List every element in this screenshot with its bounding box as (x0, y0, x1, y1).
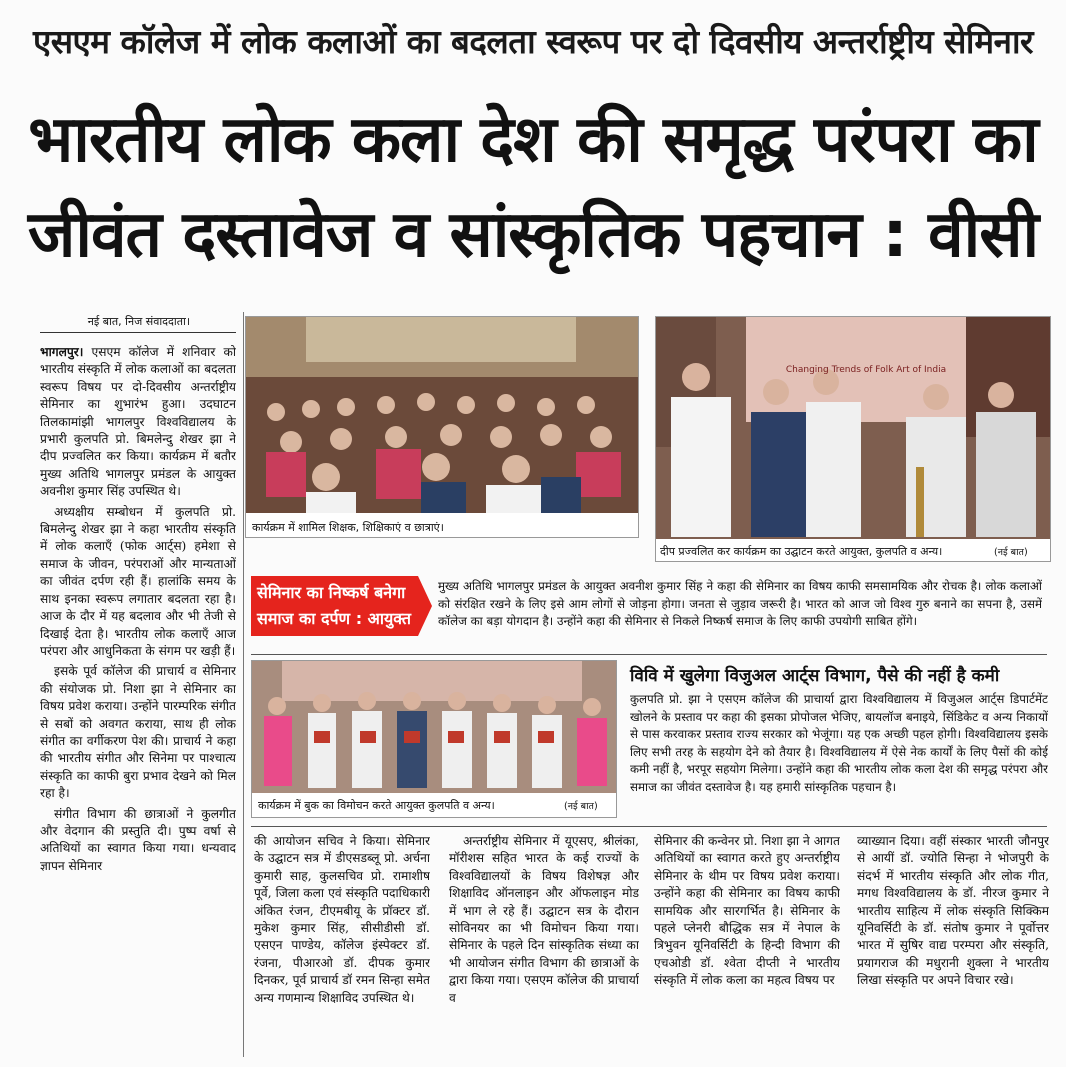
stage-banner-text: Changing Trends of Folk Art of India (785, 365, 947, 375)
photo2-caption: दीप प्रज्वलित कर कार्यक्रम का उद्घाटन करते आयुक्त, कुलपति व अन्य। (660, 545, 943, 558)
photo1-caption: कार्यक्रम में शामिल शिक्षक, शिक्षिकाएं व छात्राएं। (252, 521, 444, 534)
box1-label-line1: सेमिनार का निष्कर्ष बनेगा (257, 583, 406, 602)
box1-label-line2: समाज का दर्पण : आयुक्त (257, 609, 411, 628)
photo-book-release (251, 660, 617, 818)
paragraph-4: संगीत विभाग की छात्राओं ने कुलगीत और वेदगान की प्रस्तुति दी। पुष्प वर्षा से अतिथियों का स्वागत किया गया। धन्यवाद ज्ञापन सेमिनार (40, 806, 236, 873)
main-headline-line-2: जीवंत दस्तावेज व सांस्कृतिक पहचान : वीसी (27, 198, 1039, 272)
article-column-3 (449, 833, 639, 1063)
byline: नई बात, निज संवाददाता। (87, 315, 190, 328)
box2-text: कुलपति प्रो. झा ने एसएम कॉलेज की प्राचार्या द्वारा विश्वविद्यालय में विजुअल आर्ट्स डिपार्टमेंट खोलने के प्रस्ताव पर कहा की इसका प्रोपोजल भेजिए, बायलॉज बनाइये, सिंडिकेट व अन्य निकायों से पास करवाकर प्रस्ताव राज्य सरकार को भेजूंगा। यह एक अच्छी पहल होगी। विश्वविद्यालय इसके लिए सभी तरह के सहयोग देने को तैयार है। विश्वविद्यालय में ऐसे नेक कार्यों के लिए पैसों की कोई कमी नहीं है, भरपूर सहयोग मिलेगा। उन्होंने कहा की भारतीय लोक कला देश की समृद्ध परंपरा और समाज का जीवंत दस्तावेज है। यह हमारी सांस्कृतिक पहचान है। (630, 692, 1048, 794)
article-column-2 (254, 833, 430, 1063)
column2-text: की आयोजन सचिव ने किया। सेमिनार के उद्घाटन सत्र में डीएसडब्लू प्रो. अर्चना कुमारी साह, कुलसचिव प्रो. रामाशीष पूर्वे, जिला कला एवं संस्कृति पदाधिकारी अंकित रंजन, टीएमबीयू के प्रॉक्टर डॉ. मुकेश कुमार सिंह, सीसीडीसी डॉ. एसएन पाण्डेय, कॉलेज इंस्पेक्टर डॉ. रंजना, पीआरओ डॉ. दीपक कुमार दिनकर, पूर्व प्राचार्य डॉ रमन सिन्हा समेत अन्य गणमान्य शिक्षाविद उपस्थित थे। (254, 834, 430, 1005)
byline-rule (40, 332, 236, 333)
photo3-credit: (नई बात) (564, 801, 598, 812)
dateline: भागलपुर। (40, 345, 84, 359)
box1-label (251, 576, 418, 636)
column4-text: सेमिनार की कन्वेनर प्रो. निशा झा ने आगत अतिथियों का स्वागत करते हुए अन्तर्राष्ट्रीय सेमिनार के थीम पर विषय प्रवेश कराया। उन्होंने कहा की सेमिनार का विषय काफी सामयिक और सारगर्भित है। सेमिनार के पहले प्लेनरी बौद्धिक सत्र में नेपाल के त्रिभुवन यूनिवर्सिटी के हिन्दी विभाग की एचओडी डॉ. श्वेता दीप्ती ने भारतीय संस्कृति में लोक कला का महत्व विषय पर (654, 834, 840, 988)
article-column-4 (654, 833, 840, 1063)
lamp-lighting-photo-image (656, 317, 1050, 561)
paragraph-2: अध्यक्षीय सम्बोधन में कुलपति प्रो. बिमलेन्दु शेखर झा ने कहा भारतीय संस्कृति में लोक कलाएँ (फोक आर्ट्स) हमेशा से समाज के जीवन, परंपराओं और मान्यताओं का जीवंत दर्पण रही हैं। हालांकि समय के साथ इनका स्वरूप लगातार बदलता रहा है। आज के दौर में यह बदलाव और भी तेजी से दिखाई देता है। भारतीय लोक कलाएँ आज परंपरा और आधुनिकता के संगम पर खड़ी हैं। (40, 504, 236, 658)
main-headline-line-1: भारतीय लोक कला देश की समृद्ध परंपरा का (28, 103, 1038, 177)
box1-bottom-rule (251, 654, 1047, 655)
audience-photo-image (246, 317, 638, 537)
column-divider (243, 312, 244, 1057)
book-release-photo-image (252, 661, 616, 817)
photo-lamp-lighting (655, 316, 1051, 562)
column3-text: अन्तर्राष्ट्रीय सेमिनार में यूएसए, श्रीलंका, मॉरीशस सहित भारत के कई राज्यों के विश्वविद्यालयों के विषय विशेषज्ञ और शिक्षाविद ऑनलाइन और ऑफलाइन मोड में भाग ले रहे हैं। उद्घाटन सत्र के दौरान सोविनयर का भी विमोचन किया गया। सेमिनार के पहले दिन सांस्कृतिक संध्या का भी आयोजन संगीत विभाग की छात्राओं के द्वारा किया गया। एसएम कॉलेज की प्राचार्या व (449, 834, 639, 1005)
article-column-5 (857, 833, 1049, 1063)
photo2-credit: (नई बात) (994, 547, 1028, 558)
box2-heading: विवि में खुलेगा विजुअल आर्ट्स विभाग, पैसे की नहीं है कमी (630, 666, 1000, 686)
article-column-1 (40, 344, 236, 1062)
kicker-headline: एसएम कॉलेज में लोक कलाओं का बदलता स्वरूप पर दो दिवसीय अन्तर्राष्ट्रीय सेमिनार (32, 22, 1034, 61)
paragraph-1: एसएम कॉलेज में शनिवार को भारतीय संस्कृति में लोक कलाओं का बदलता स्वरूप विषय पर दो-दिवसीय अन्तर्राष्ट्रीय सेमिनार का शुभारंभ हुआ। उदघाटन तिलकामांझी भागलपुर विश्वविद्यालय के प्रभारी कुलपति प्रो. बिमलेन्दु शेखर झा ने दीप प्रज्वलित कर किया। कार्यक्रम में बतौर मुख्य अतिथि भागलपुर प्रमंडल के आयुक्त अवनीश कुमार सिंह उपस्थित थे। (40, 345, 236, 499)
box1-text: मुख्य अतिथि भागलपुर प्रमंडल के आयुक्त अवनीश कुमार सिंह ने कहा की सेमिनार का विषय काफी समसामयिक और रोचक है। लोक कलाओं को संरक्षित रखने के लिए इसे आम लोगों से जोड़ना होगा। जनता से जुड़ाव जरूरी है। भारत को आज जो विश्व गुरु बनाने का सपना है, उसमें कॉलेज का बड़ा योगदान है। उन्होंने कहा की सेमिनार से निकले निष्कर्ष समाज के लिए काफी उपयोगी साबित होंगे। (438, 579, 1042, 628)
photo3-caption: कार्यक्रम में बुक का विमोचन करते आयुक्त कुलपति व अन्य। (258, 799, 495, 812)
photo-audience (245, 316, 639, 538)
column5-text: व्याख्यान दिया। वहीं संस्कार भारती जौनपुर से आयीं डॉ. ज्योति सिन्हा ने भोजपुरी के संदर्भ में भारतीय संस्कृति और लोक गीत, मगध विश्वविद्यालय के डॉ. नीरज कुमार ने भारतीय साहित्य में लोक संस्कृति सिक्किम यूनिवर्सिटी के डॉ. संतोष कुमार ने पूर्वोत्तर भारत में सुषिर वाद्य परम्परा और संस्कृति, प्रयागराज की मधुरानी शुक्ला ने भारतीय लिखा संस्कृति पर अपने विचार रखे। (857, 834, 1049, 988)
paragraph-3: इसके पूर्व कॉलेज की प्राचार्य व सेमिनार की संयोजक प्रो. निशा झा ने सेमिनार का विषय प्रवेश कराया। उन्होंने पारम्परिक संगीत से सबों को अवगत कराया, साथ ही लोक संगीत का वर्गीकरण पेश की। प्राचार्य ने कहा की भारतीय संगीत और सिनेमा पर पाश्चात्य संस्कृति का काफी बुरा प्रभाव देखने को मिल रहा है। (40, 664, 236, 801)
box2-bottom-rule (251, 826, 1047, 827)
box1-arrow-icon (418, 576, 432, 636)
